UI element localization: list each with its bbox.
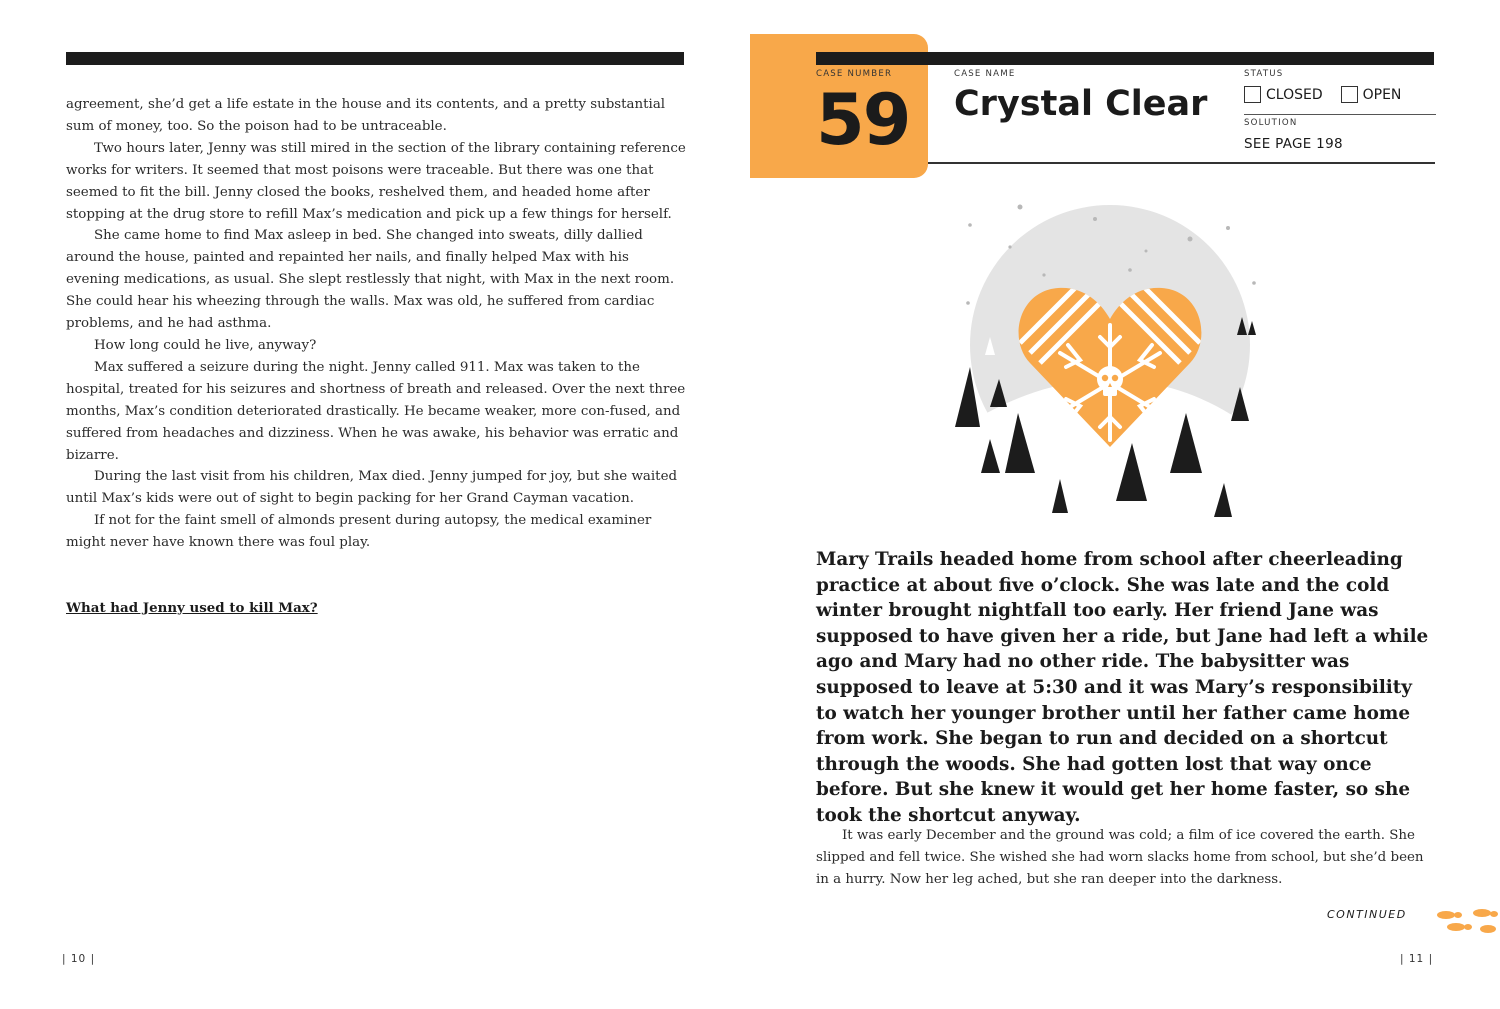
header-bottom-rule xyxy=(928,162,1435,164)
right-header-bar xyxy=(816,52,1434,65)
footprints-icon xyxy=(1432,905,1500,937)
case-number: 59 xyxy=(816,79,910,161)
case-name-label: CASE NAME xyxy=(954,69,1016,79)
closed-checkbox[interactable] xyxy=(1244,86,1261,103)
status-options xyxy=(1244,86,1419,103)
case-number-label: CASE NUMBER xyxy=(816,69,893,79)
lead-text: Mary Trails headed home from school after cheerleading practice at about five o’clock. She was late and the cold winter brought nightfall too early. Her friend Jane was supposed to have given her a ride, but Jane had left a while ago and Mary had no other ride. The babysitter was supposed to leave at 5:30 and it was Mary’s responsibility to watch her younger brother until her father came home from work. She began to run and decided on a shortcut through the woods. She had gotten lost that way once before. But she knew it would get her home faster, so she took the shortcut anyway. xyxy=(816,549,1429,826)
paragraph: If not for the faint smell of almonds present during autopsy, the medical examiner might never have known there was foul play. xyxy=(66,513,652,551)
lead-paragraph xyxy=(816,547,1436,829)
solution-value: SEE PAGE 198 xyxy=(1244,136,1343,152)
status-closed-option[interactable] xyxy=(1244,86,1323,103)
case-question: What had Jenny used to kill Max? xyxy=(66,600,318,616)
snowflake-skull-heart-illustration xyxy=(950,195,1260,525)
open-label: OPEN xyxy=(1362,86,1402,103)
status-label: STATUS xyxy=(1244,69,1284,79)
paragraph: Two hours later, Jenny was still mired in the section of the library containing reference works for writers. It seemed that most poisons were traceable. But there was one that seemed to fit the bill. Jenny closed the books, reshelved them, and headed home after stopping at the drug store to refill Max’s medication and pick up a few things for herself. xyxy=(66,140,686,222)
paragraph: How long could he live, anyway? xyxy=(94,337,317,353)
status-divider xyxy=(1244,114,1436,115)
solution-label: SOLUTION xyxy=(1244,118,1298,128)
page-number-right: | 11 | xyxy=(1400,953,1434,965)
paragraph: She came home to find Max asleep in bed. She changed into sweats, dilly dallied around the house, painted and repainted her nails, and finally helped Max with his evening medications, as usual. She slept restlessly that night, with Max in the next room. She could hear his wheezing through the walls. Max was old, he suffered from cardiac problems, and he had asthma. xyxy=(66,228,675,332)
closed-label: CLOSED xyxy=(1266,86,1323,103)
open-checkbox[interactable] xyxy=(1341,86,1358,103)
right-body-text xyxy=(816,825,1436,891)
continued-label: CONTINUED xyxy=(1327,908,1407,921)
left-header-bar xyxy=(66,52,684,65)
paragraph: agreement, she’d get a life estate in the house and its contents, and a pretty substantial sum of money, too. So the poison had to be untraceable. xyxy=(66,97,666,134)
status-open-option[interactable] xyxy=(1341,86,1402,103)
small-tree xyxy=(1248,321,1256,335)
left-page-text xyxy=(66,94,686,554)
case-name: Crystal Clear xyxy=(954,84,1208,124)
page-number-left: | 10 | xyxy=(62,953,96,965)
paragraph: During the last visit from his children, Max died. Jenny jumped for joy, but she waited until Max’s kids were out of sight to begin packing for her Grand Cayman vacation. xyxy=(66,469,678,507)
paragraph: Max suffered a seizure during the night. Jenny called 911. Max was taken to the hospital, treated for his seizures and shortness of breath and released. Over the next three months, Max’s condition deteriorated drastically. He became weaker, more con-fused, and suffered from headaches and dizziness. When he was awake, his behavior was erratic and bizarre. xyxy=(66,359,686,463)
paragraph: It was early December and the ground was cold; a film of ice covered the earth. She slipped and fell twice. She wished she had worn slacks home from school, but she’d been in a hurry. Now her leg ached, but she ran deeper into the darkness. xyxy=(816,828,1424,887)
